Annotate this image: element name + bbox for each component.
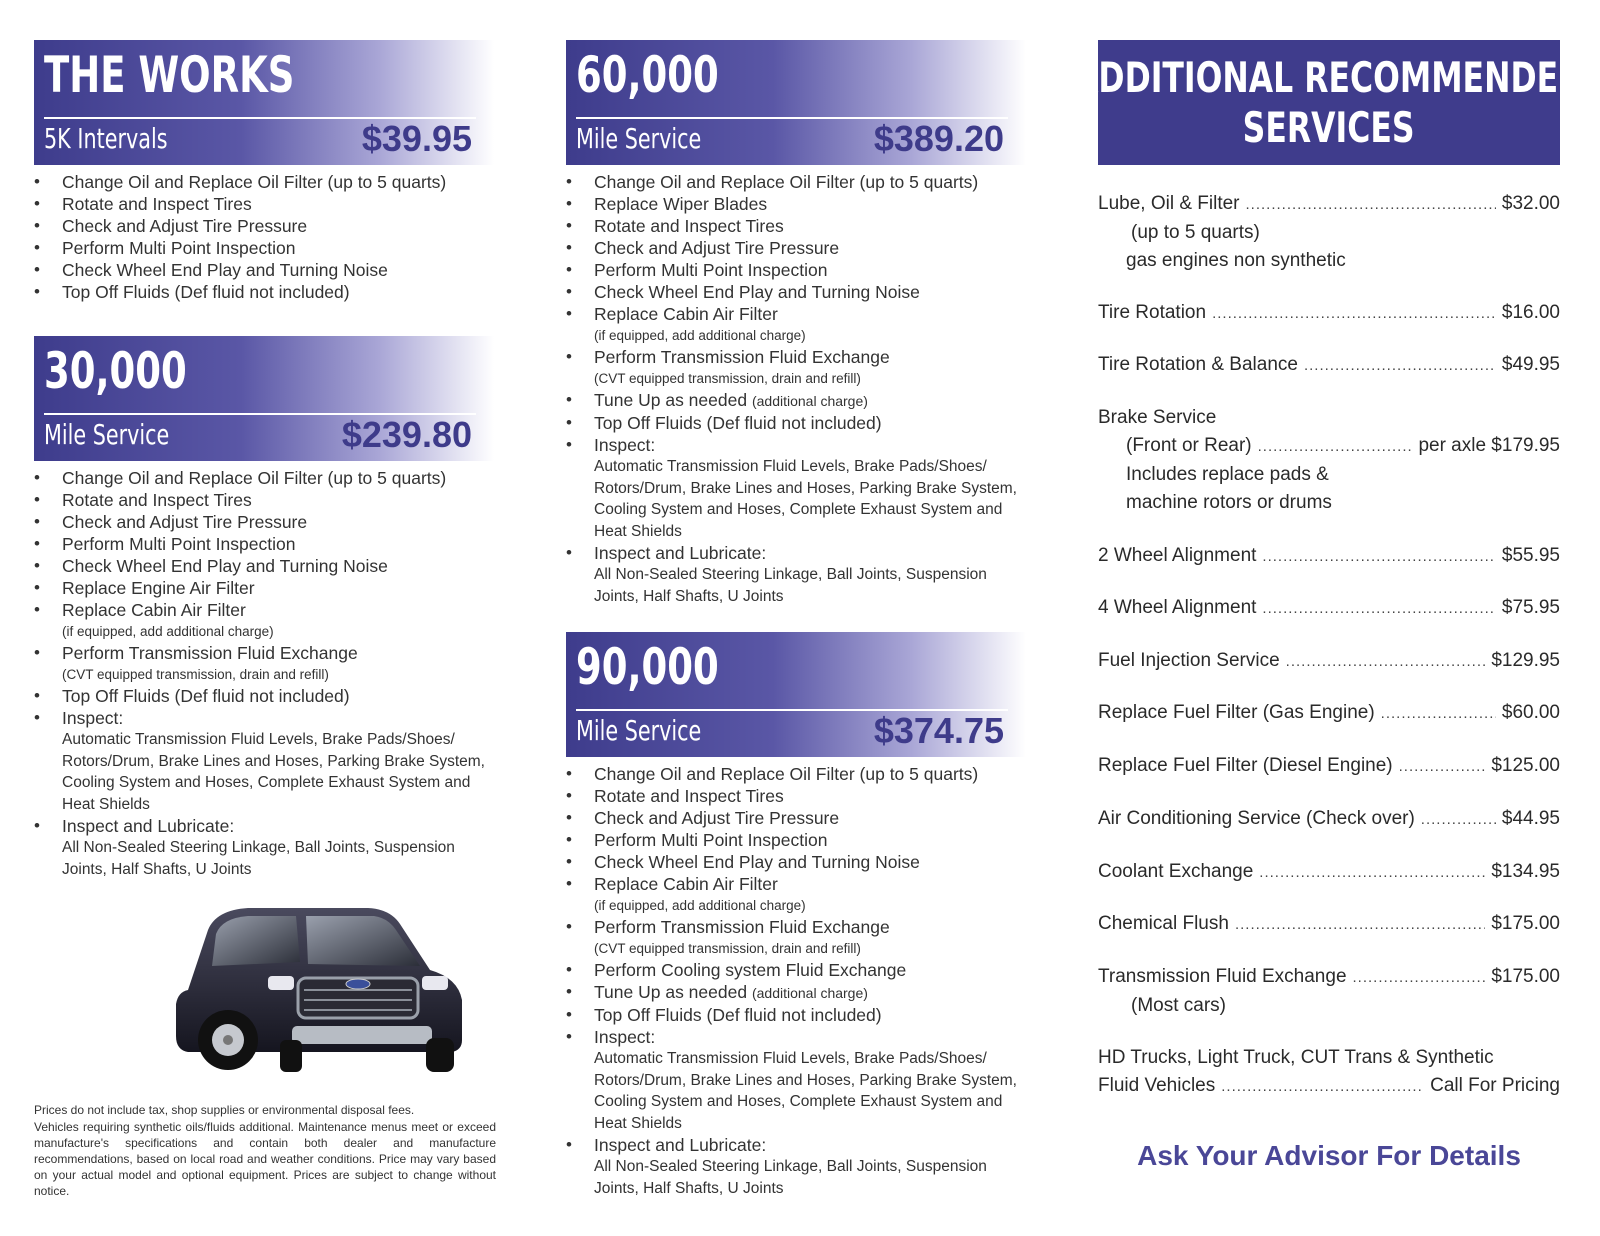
list-item (566, 981, 1026, 1004)
30k-list (34, 467, 494, 880)
service-name: Tire Rotation & Balance (1098, 354, 1298, 375)
service-name: Chemical Flush (1098, 913, 1229, 934)
leader-dots (1221, 1073, 1424, 1101)
service-lube (1098, 190, 1560, 275)
item-text: Tune Up as needed (594, 982, 748, 1002)
item-text: Inspect and Lubricate: (594, 1135, 767, 1155)
90k-price: $374.75 (873, 710, 1004, 751)
item-text: Replace Cabin Air Filter (594, 304, 778, 324)
list-item (34, 642, 494, 685)
60k-section (566, 40, 1026, 607)
90k-list (566, 763, 1026, 1199)
service-flush (1098, 910, 1560, 939)
service-fuel-diesel (1098, 752, 1560, 781)
60k-title: 60,000 (576, 46, 719, 104)
list-item (34, 599, 494, 642)
leader-dots (1353, 964, 1486, 992)
list-item: • Top Off Fluids (Def fluid not included) (34, 281, 494, 303)
list-item: • Rotate and Inspect Tires (34, 489, 494, 511)
list-item: • Check and Adjust Tire Pressure (566, 807, 1026, 829)
works-price: $39.95 (361, 118, 472, 159)
list-item (566, 916, 1026, 959)
90k-subtitle: Mile Service (576, 714, 702, 747)
list-item: • Top Off Fluids (Def fluid not included) (566, 1004, 1026, 1026)
leader-dots (1421, 806, 1496, 834)
item-detail: Automatic Transmission Fluid Levels, Brake Pads/Shoes/ Rotors/Drum, Brake Lines and Hoses, Parking Brake System, Cooling System and Hoses, Complete Exhaust System and Heat Shields (594, 458, 1017, 540)
item-text: Tune Up as needed (594, 390, 748, 410)
list-item (566, 389, 1026, 412)
list-item: • Change Oil and Replace Oil Filter (up to 5 quarts) (34, 171, 494, 193)
leader-dots (1381, 700, 1496, 728)
disclaimer (34, 1102, 496, 1199)
item-note: (if equipped, add additional charge) (594, 898, 806, 913)
item-text: Inspect and Lubricate: (62, 816, 235, 836)
90k-section (566, 632, 1026, 1199)
list-item (566, 303, 1026, 346)
service-note: (Most cars) (1131, 995, 1226, 1016)
list-item (566, 542, 1026, 607)
service-note: (up to 5 quarts) (1131, 222, 1260, 243)
service-name: 4 Wheel Alignment (1098, 597, 1257, 618)
service-price: Call For Pricing (1430, 1075, 1560, 1096)
list-item (566, 434, 1026, 542)
additional-heading-line2: SERVICES (1243, 102, 1415, 152)
list-item: • Top Off Fluids (Def fluid not included) (34, 685, 494, 707)
service-price: $175.00 (1491, 913, 1560, 934)
list-item: • Change Oil and Replace Oil Filter (up to 5 quarts) (34, 467, 494, 489)
service-subname: (Front or Rear) (1126, 435, 1252, 456)
60k-subtitle: Mile Service (576, 122, 702, 155)
works-list (34, 171, 494, 303)
service-name: 2 Wheel Alignment (1098, 545, 1257, 566)
60k-price: $389.20 (873, 118, 1004, 159)
list-item (566, 873, 1026, 916)
60k-list (566, 171, 1026, 607)
leader-dots (1235, 911, 1485, 939)
30k-price: $239.80 (341, 414, 472, 455)
item-text: Perform Transmission Fluid Exchange (594, 917, 890, 937)
item-note: (if equipped, add additional charge) (594, 328, 806, 343)
list-item: • Perform Multi Point Inspection (34, 237, 494, 259)
list-item: • Replace Engine Air Filter (34, 577, 494, 599)
item-text: Inspect and Lubricate: (594, 543, 767, 563)
list-item: • Perform Multi Point Inspection (34, 533, 494, 555)
list-item (566, 1134, 1026, 1199)
item-text: Inspect: (62, 708, 124, 728)
service-name: Air Conditioning Service (Check over) (1098, 808, 1415, 829)
90k-banner (566, 632, 1026, 757)
list-item (566, 346, 1026, 389)
30k-subtitle: Mile Service (44, 418, 170, 451)
leader-dots (1304, 352, 1496, 380)
service-name: Coolant Exchange (1098, 861, 1254, 882)
leader-dots (1246, 191, 1496, 219)
service-tire-balance (1098, 351, 1560, 380)
service-note: gas engines non synthetic (1126, 250, 1346, 271)
list-item: • Check and Adjust Tire Pressure (566, 237, 1026, 259)
90k-title: 90,000 (576, 638, 719, 696)
service-price: per axle $179.95 (1418, 435, 1560, 456)
60k-banner (566, 40, 1026, 165)
service-note: Includes replace pads & (1126, 464, 1329, 485)
item-text: Replace Cabin Air Filter (594, 874, 778, 894)
item-note: (CVT equipped transmission, drain and refill) (594, 941, 861, 956)
item-text: Replace Cabin Air Filter (62, 600, 246, 620)
service-name: Fuel Injection Service (1098, 650, 1280, 671)
works-subtitle: 5K Intervals (44, 122, 168, 155)
service-fuel-gas (1098, 699, 1560, 728)
service-name: Tire Rotation (1098, 302, 1207, 323)
30k-title: 30,000 (44, 342, 187, 400)
works-banner (34, 40, 494, 165)
disclaimer-line2: Vehicles requiring synthetic oils/fluids additional. Maintenance menus meet or exceed manufacture's specifications and contain both dealer and manufacture recommendations, based on local road and weather conditions. Price may vary based on your actual model and optional equipment. Prices are subject to change without notice. (34, 1120, 496, 1198)
service-name: Replace Fuel Filter (Diesel Engine) (1098, 755, 1393, 776)
list-item: • Top Off Fluids (Def fluid not included) (566, 412, 1026, 434)
service-name: Transmission Fluid Exchange (1098, 966, 1347, 987)
item-note: (if equipped, add additional charge) (62, 624, 274, 639)
leader-dots (1399, 753, 1486, 781)
column-right (1073, 0, 1585, 1236)
service-price: $55.95 (1501, 545, 1560, 566)
item-detail: Automatic Transmission Fluid Levels, Brake Pads/Shoes/ Rotors/Drum, Brake Lines and Hoses, Parking Brake System, Cooling System and Hoses, Complete Exhaust System and Heat Shields (594, 1050, 1017, 1132)
leader-dots (1262, 595, 1495, 623)
service-price: $134.95 (1491, 861, 1560, 882)
service-price: $129.95 (1491, 650, 1560, 671)
item-text: Inspect: (594, 1027, 656, 1047)
30k-section (34, 336, 494, 880)
works-section (34, 40, 494, 303)
leader-dots (1258, 433, 1413, 461)
service-align4 (1098, 594, 1560, 623)
additional-heading (1073, 40, 1585, 165)
service-price: $49.95 (1501, 354, 1560, 375)
suv-image (168, 900, 468, 1078)
service-align2 (1098, 542, 1560, 571)
list-item: • Perform Multi Point Inspection (566, 829, 1026, 851)
works-title: THE WORKS (44, 46, 295, 104)
service-transmission (1098, 963, 1560, 1020)
service-price: $32.00 (1501, 193, 1560, 214)
item-detail: All Non-Sealed Steering Linkage, Ball Joints, Suspension Joints, Half Shafts, U Joints (62, 839, 455, 878)
service-price: $60.00 (1501, 702, 1560, 723)
list-item: • Rotate and Inspect Tires (566, 785, 1026, 807)
service-price: $175.00 (1491, 966, 1560, 987)
item-detail: All Non-Sealed Steering Linkage, Ball Joints, Suspension Joints, Half Shafts, U Joints (594, 1158, 987, 1197)
list-item: • Rotate and Inspect Tires (566, 215, 1026, 237)
leader-dots (1286, 648, 1486, 676)
item-inline-note: (additional charge) (751, 985, 868, 1001)
service-price: $16.00 (1501, 302, 1560, 323)
item-detail: Automatic Transmission Fluid Levels, Brake Pads/Shoes/ Rotors/Drum, Brake Lines and Hoses, Parking Brake System, Cooling System and Hoses, Complete Exhaust System and Heat Shields (62, 731, 485, 813)
list-item: • Rotate and Inspect Tires (34, 193, 494, 215)
list-item: • Perform Multi Point Inspection (566, 259, 1026, 281)
list-item: • Check Wheel End Play and Turning Noise (34, 555, 494, 577)
item-detail: All Non-Sealed Steering Linkage, Ball Joints, Suspension Joints, Half Shafts, U Joints (594, 566, 987, 605)
service-fuel-injection (1098, 647, 1560, 676)
service-price: $75.95 (1501, 597, 1560, 618)
service-price: $44.95 (1501, 808, 1560, 829)
list-item: • Check and Adjust Tire Pressure (34, 511, 494, 533)
item-text: Inspect: (594, 435, 656, 455)
service-name: Lube, Oil & Filter (1098, 193, 1240, 214)
service-ac (1098, 805, 1560, 834)
service-coolant (1098, 858, 1560, 887)
leader-dots (1212, 300, 1496, 328)
service-hd (1098, 1044, 1560, 1101)
service-name: Brake Service (1098, 407, 1217, 428)
service-name: Replace Fuel Filter (Gas Engine) (1098, 702, 1375, 723)
list-item: • Check Wheel End Play and Turning Noise (34, 259, 494, 281)
item-note: (CVT equipped transmission, drain and refill) (62, 667, 329, 682)
list-item: • Change Oil and Replace Oil Filter (up to 5 quarts) (566, 763, 1026, 785)
list-item (566, 1026, 1026, 1134)
list-item: • Perform Cooling system Fluid Exchange (566, 959, 1026, 981)
item-text: Perform Transmission Fluid Exchange (594, 347, 890, 367)
item-note: (CVT equipped transmission, drain and refill) (594, 371, 861, 386)
list-item (34, 707, 494, 815)
30k-banner (34, 336, 494, 461)
list-item: • Change Oil and Replace Oil Filter (up to 5 quarts) (566, 171, 1026, 193)
list-item: • Check Wheel End Play and Turning Noise (566, 851, 1026, 873)
list-item: • Check Wheel End Play and Turning Noise (566, 281, 1026, 303)
item-inline-note: (additional charge) (751, 393, 868, 409)
list-item (34, 815, 494, 880)
leader-dots (1259, 859, 1485, 887)
service-brake (1098, 404, 1560, 517)
additional-heading-line1: ADDITIONAL RECOMMENDED (1073, 52, 1585, 102)
service-name: Fluid Vehicles (1098, 1075, 1216, 1096)
disclaimer-line1: Prices do not include tax, shop supplies or environmental disposal fees. (34, 1103, 415, 1117)
list-item: • Replace Wiper Blades (566, 193, 1026, 215)
service-price: $125.00 (1491, 755, 1560, 776)
list-item: • Check and Adjust Tire Pressure (34, 215, 494, 237)
service-note: HD Trucks, Light Truck, CUT Trans & Synthetic (1098, 1047, 1494, 1068)
service-note: machine rotors or drums (1126, 492, 1332, 513)
item-text: Perform Transmission Fluid Exchange (62, 643, 358, 663)
service-tire-rotation (1098, 299, 1560, 328)
ask-advisor: Ask Your Advisor For Details (1137, 1140, 1521, 1171)
leader-dots (1262, 543, 1495, 571)
